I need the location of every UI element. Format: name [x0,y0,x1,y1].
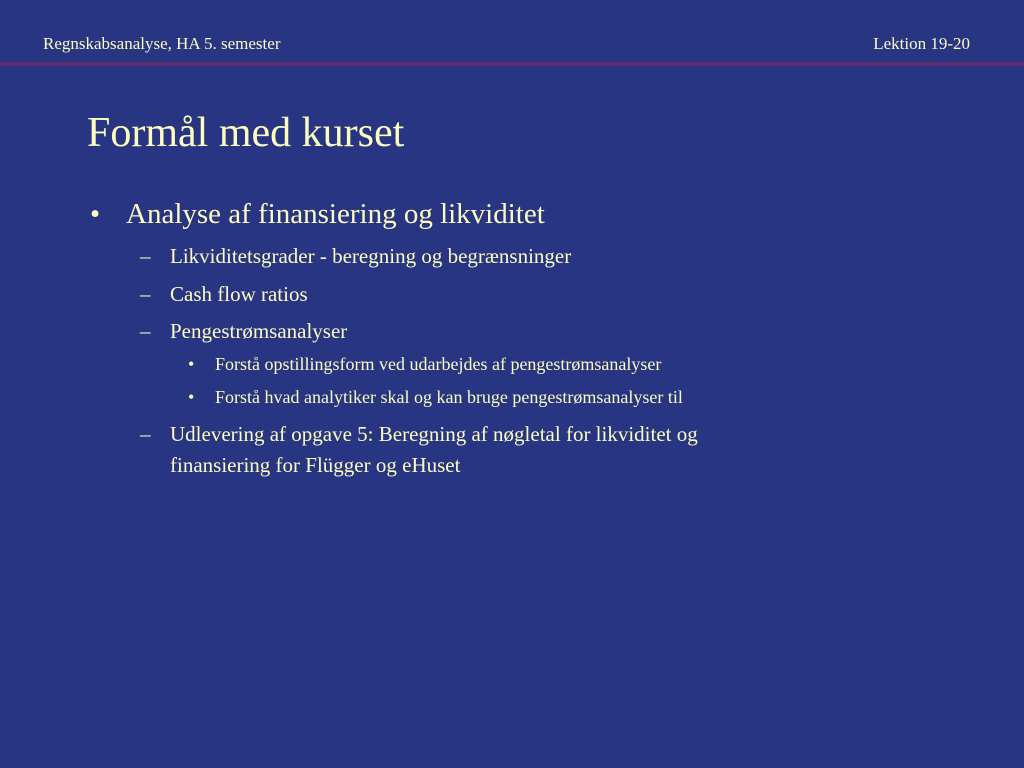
dash-marker: – [140,282,151,306]
bullet-marker: • [90,198,101,230]
dash-marker: – [140,422,151,446]
subitem-assignment-line-1: Udlevering af opgave 5: Beregning af nøgletal for likviditet og [170,422,698,446]
dash-marker: – [140,319,151,343]
bullet-marker: • [188,387,195,407]
subitem-cash-flow-ratios: Cash flow ratios [170,282,308,306]
subsubitem-layout-form: Forstå opstillingsform ved udarbejdes af pengestrømsanalyser [215,354,662,374]
subsubitem-analyst-use: Forstå hvad analytiker skal og kan bruge pengestrømsanalyser til [215,387,683,407]
subitem-assignment-line-2: finansiering for Flügger og eHuset [170,453,461,477]
subitem-cash-flow-analysis: Pengestrømsanalyser [170,319,348,343]
bullet-marker: • [188,354,195,374]
slide-title: Formål med kurset [87,110,405,156]
course-name: Regnskabsanalyse, HA 5. semester [43,34,281,53]
bullet-analysis: Analyse af finansiering og likviditet [126,198,545,230]
subitem-liquidity-ratios: Likviditetsgrader - beregning og begrænsninger [170,244,572,268]
lecture-number: Lektion 19-20 [873,34,970,53]
dash-marker: – [140,244,151,268]
